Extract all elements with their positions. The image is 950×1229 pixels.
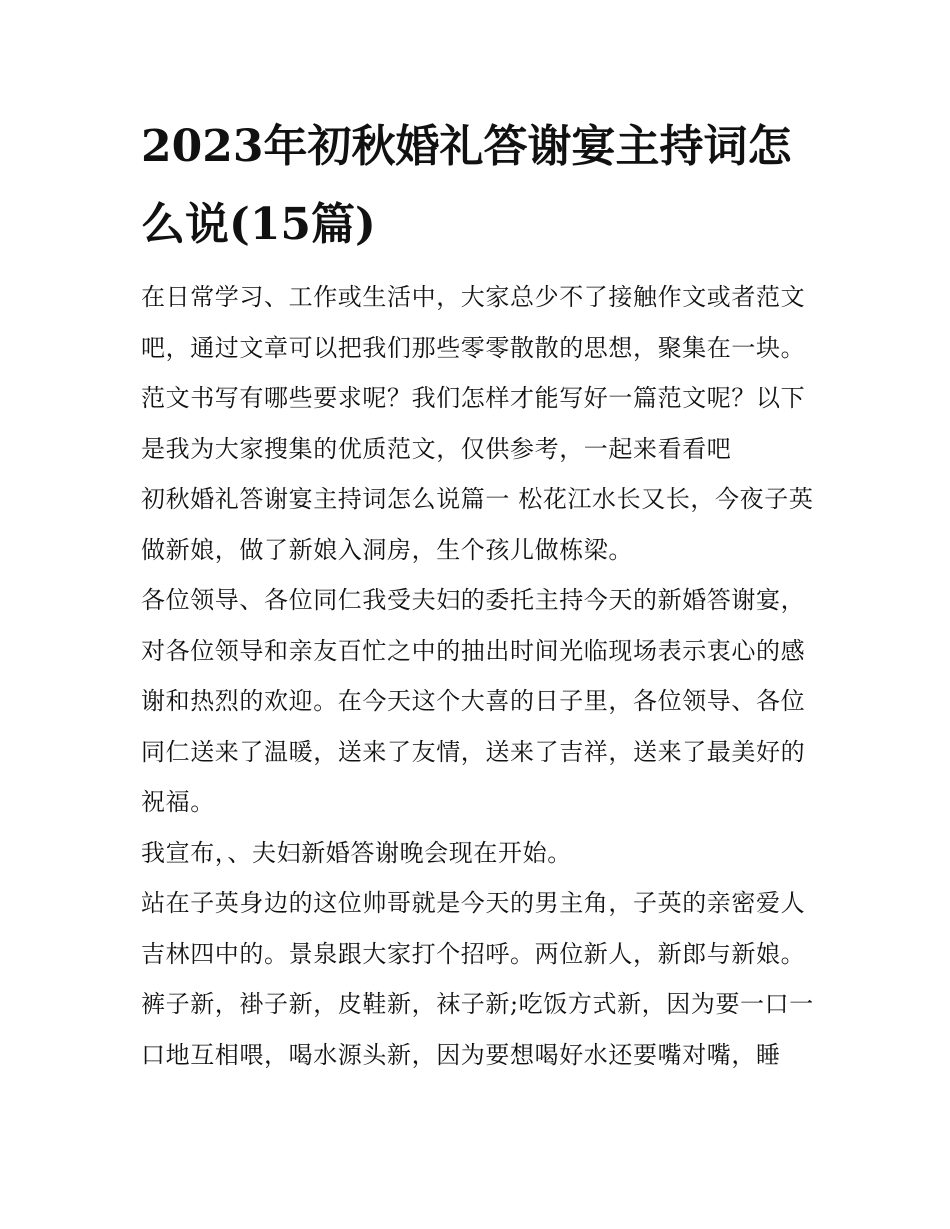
paragraph-welcome: 各位领导、各位同仁我受夫妇的委托主持今天的新婚答谢宴，对各位领导和亲友百忙之中的抽出时间光临现场表示衷心的感谢和热烈的欢迎。在今天这个大喜的日子里，各位领导、各位同仁送来了温暖，送来了友情，送来了吉祥，送来了最美好的祝福。 xyxy=(141,586,806,816)
document-title: 2023年初秋婚礼答谢宴主持词怎么说(15篇) xyxy=(141,121,792,250)
document-page xyxy=(141,108,821,1080)
paragraph-intro: 在日常学习、工作或生活中，大家总少不了接触作文或者范文吧，通过文章可以把我们那些零零散散的思想，聚集在一块。范文书写有哪些要求呢？我们怎样才能写好一篇范文呢？以下是我为大家搜集的优质范文，仅供参考，一起来看看吧 xyxy=(141,283,806,463)
paragraph-introduction-couple: 站在子英身边的这位帅哥就是今天的男主角，子英的亲密爱人吉林四中的。景泉跟大家打个招呼。两位新人，新郎与新娘。裤子新，褂子新，皮鞋新，袜子新;吃饭方式新，因为要一口一口地互相喂，喝水源头新，因为要想喝好水还要嘴对嘴，睡 xyxy=(141,889,814,1069)
paragraph-section-one: 初秋婚礼答谢宴主持词怎么说篇一 松花江水长又长，今夜子英做新娘，做了新娘入洞房，生个孩儿做栋梁。 xyxy=(141,485,814,564)
paragraph-announcement: 我宣布，、夫妇新婚答谢晚会现在开始。 xyxy=(141,838,572,867)
document-body xyxy=(141,272,821,1080)
